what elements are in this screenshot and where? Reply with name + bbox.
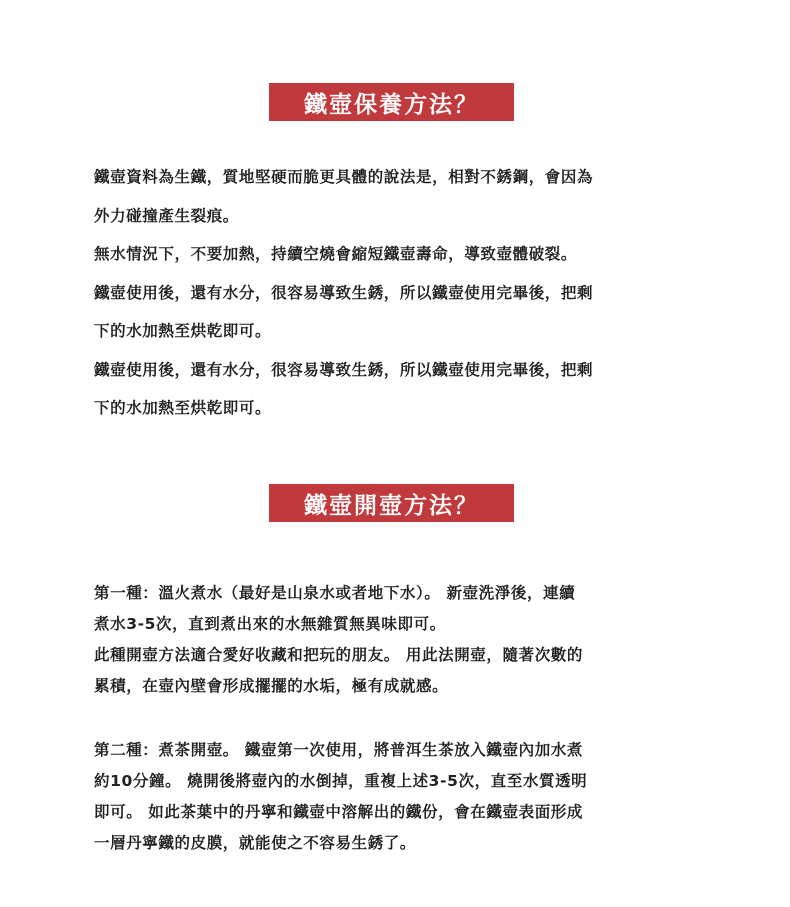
text-line: 鐵壺資料為生鐵，質地堅硬而脆更具體的說法是，相對不銹鋼，會因為 bbox=[94, 168, 594, 186]
text-line: 此種開壺方法適合愛好收藏和把玩的朋友。 用此法開壺，隨著次數的 bbox=[94, 646, 583, 664]
text-line: 外力碰撞產生裂痕。 bbox=[94, 206, 239, 225]
text-line: 累積，在壺內壁會形成擺擺的水垢，極有成就感。 bbox=[94, 677, 449, 695]
text-line: 第一種：溫火煮水（最好是山泉水或者地下水）。 新壺洗淨後，連續 bbox=[94, 584, 576, 602]
text-line: 鐵壺使用後，還有水分，很容易導致生銹，所以鐵壺使用完畢後，把剩 bbox=[94, 360, 594, 379]
opening-method-title-banner bbox=[269, 484, 514, 522]
care-method-title: 鐵壺保養方法？ bbox=[304, 91, 479, 118]
care-paragraph bbox=[94, 158, 714, 428]
care-method-text bbox=[94, 158, 714, 428]
method-one-paragraph bbox=[94, 578, 714, 702]
text-line: 一層丹寧鐵的皮膜，就能使之不容易生銹了。 bbox=[94, 834, 417, 852]
text-line: 無水情況下，不要加熱，持續空燒會縮短鐵壺壽命，導致壺體破裂。 bbox=[94, 245, 578, 263]
opening-method-one-text bbox=[94, 578, 714, 702]
text-line: 即可。 如此茶葉中的丹寧和鐵壺中溶解出的鐵份，會在鐵壺表面形成 bbox=[94, 803, 583, 821]
care-method-title-banner bbox=[269, 83, 514, 121]
text-line: 約10分鐘。 燒開後將壺內的水倒掉，重複上述3-5次，直至水質透明 bbox=[94, 772, 588, 790]
text-line: 第二種：煮茶開壺。 鐵壺第一次使用，將普洱生茶放入鐵壺內加水煮 bbox=[94, 741, 583, 759]
text-line: 煮水3-5次，直到煮出來的水無雜質無異味即可。 bbox=[94, 615, 446, 633]
text-line: 鐵壺使用後，還有水分，很容易導致生銹，所以鐵壺使用完畢後，把剩 bbox=[94, 283, 594, 302]
method-two-paragraph bbox=[94, 735, 714, 859]
text-line: 下的水加熱至烘乾即可。 bbox=[94, 322, 272, 340]
opening-method-title: 鐵壺開壺方法？ bbox=[304, 492, 479, 519]
opening-method-two-text bbox=[94, 735, 714, 859]
text-line: 下的水加熱至烘乾即可。 bbox=[94, 399, 272, 417]
